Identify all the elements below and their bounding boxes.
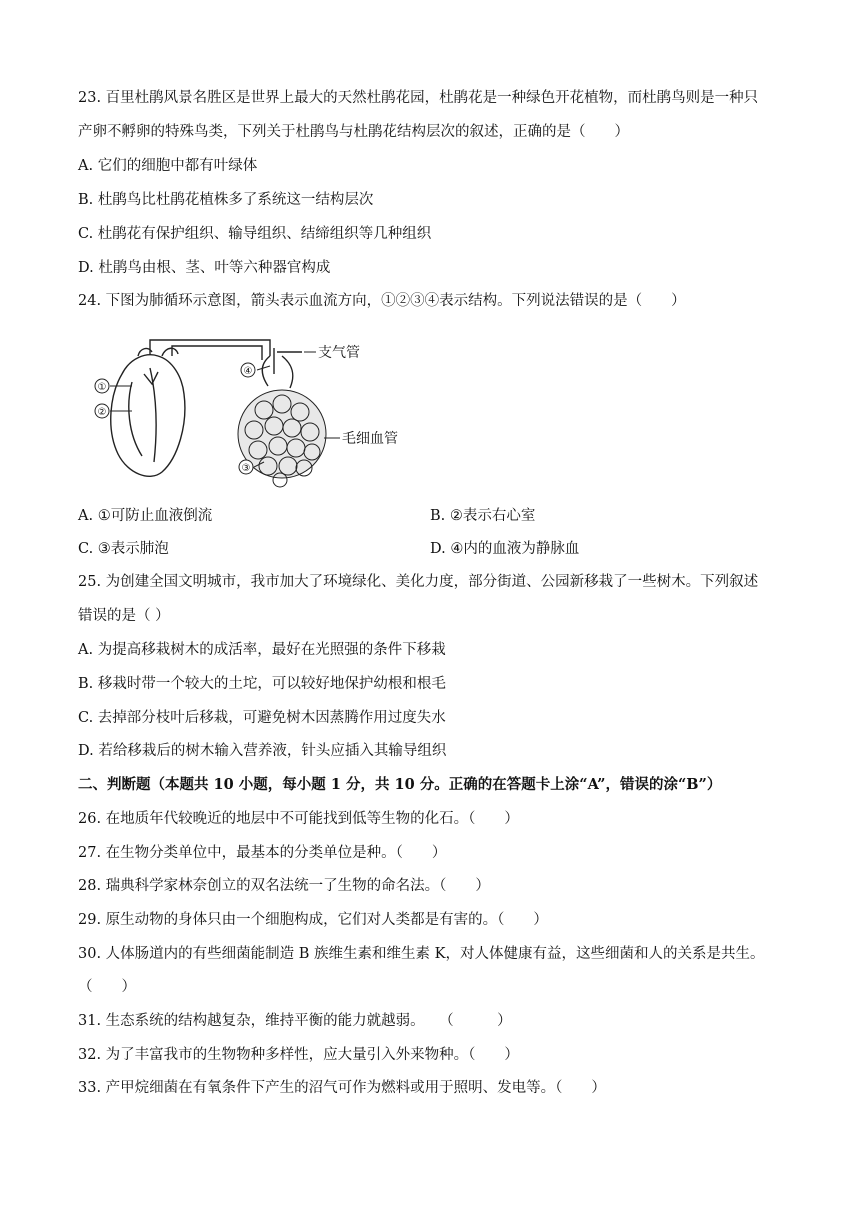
q27: 27. 在生物分类单位中，最基本的分类单位是种。（ ）: [78, 845, 447, 861]
pulmonary-vessels: [150, 340, 302, 388]
q24-stem: 24. 下图为肺循环示意图，箭头表示血流方向，①②③④表示结构。下列说法错误的是（ ）: [78, 293, 686, 309]
q24-option-b: B. ②表示右心室: [430, 508, 536, 524]
q25-option-c: C. 去掉部分枝叶后移栽，可避免树木因蒸腾作用过度失水: [78, 710, 446, 726]
q33: 33. 产甲烷细菌在有氧条件下产生的沼气可作为燃料或用于照明、发电等。（ ）: [78, 1080, 606, 1096]
q32: 32. 为了丰富我市的生物物种多样性，应大量引入外来物种。（ ）: [78, 1047, 519, 1063]
svg-text:④: ④: [243, 366, 253, 377]
q23-stem-line1: 23. 百里杜鹃风景名胜区是世界上最大的天然杜鹃花园，杜鹃花是一种绿色开花植物，而杜鹃鸟则是一种只: [78, 90, 759, 106]
svg-text:②: ②: [97, 407, 107, 418]
svg-text:①: ①: [97, 382, 107, 393]
q24-option-a: A. ①可防止血液倒流: [78, 508, 213, 524]
q25-option-b: B. 移栽时带一个较大的土坨，可以较好地保护幼根和根毛: [78, 676, 446, 692]
q23-option-d: D. 杜鹃鸟由根、茎、叶等六种器官构成: [78, 260, 331, 276]
mark-1: [95, 379, 109, 393]
label-capillary: 毛细血管: [342, 431, 398, 447]
q23-option-b: B. 杜鹃鸟比杜鹃花植株多了系统这一结构层次: [78, 192, 374, 208]
mark-4: [241, 363, 255, 377]
q28: 28. 瑞典科学家林奈创立的双名法统一了生物的命名法。（ ）: [78, 878, 490, 894]
alveoli-cluster: [238, 390, 326, 487]
q25-option-d: D. 若给移栽后的树木输入营养液，针头应插入其输导组织: [78, 743, 447, 759]
q30-line2: （ ）: [78, 979, 136, 995]
q23-option-c: C. 杜鹃花有保护组织、输导组织、结缔组织等几种组织: [78, 226, 432, 242]
q23-option-a: A. 它们的细胞中都有叶绿体: [78, 158, 258, 174]
q26: 26. 在地质年代较晚近的地层中不可能找到低等生物的化石。（ ）: [78, 811, 519, 827]
heart-drawing: [111, 348, 185, 476]
q23-stem-line2: 产卵不孵卵的特殊鸟类，下列关于杜鹃鸟与杜鹃花结构层次的叙述，正确的是（ ）: [78, 124, 629, 140]
q25-option-a: A. 为提高移栽树木的成活率，最好在光照强的条件下移栽: [78, 642, 446, 658]
q25-stem-line1: 25. 为创建全国文明城市，我市加大了环境绿化、美化力度，部分街道、公园新移栽了一些树木。下列叙述: [78, 574, 759, 590]
q29: 29. 原生动物的身体只由一个细胞构成，它们对人类都是有害的。（ ）: [78, 912, 548, 928]
label-bronchus: 支气管: [318, 345, 360, 361]
svg-text:③: ③: [241, 463, 251, 474]
mark-3: [239, 460, 253, 474]
pulmonary-circulation-diagram: [92, 334, 432, 494]
q31: 31. 生态系统的结构越复杂，维持平衡的能力就越弱。 （ ）: [78, 1013, 512, 1029]
q25-stem-line2: 错误的是（ ）: [78, 608, 170, 624]
mark-2: [95, 404, 109, 418]
q30-line1: 30. 人体肠道内的有些细菌能制造 B 族维生素和维生素 K，对人体健康有益，这些细菌和人的关系是共生。: [78, 946, 765, 962]
q24-option-c: C. ③表示肺泡: [78, 541, 169, 557]
section-2-title: 二、判断题（本题共 10 小题，每小题 1 分，共 10 分。正确的在答题卡上涂“A”，错误的涂“B”）: [78, 776, 722, 793]
q24-option-d: D. ④内的血液为静脉血: [430, 541, 580, 557]
